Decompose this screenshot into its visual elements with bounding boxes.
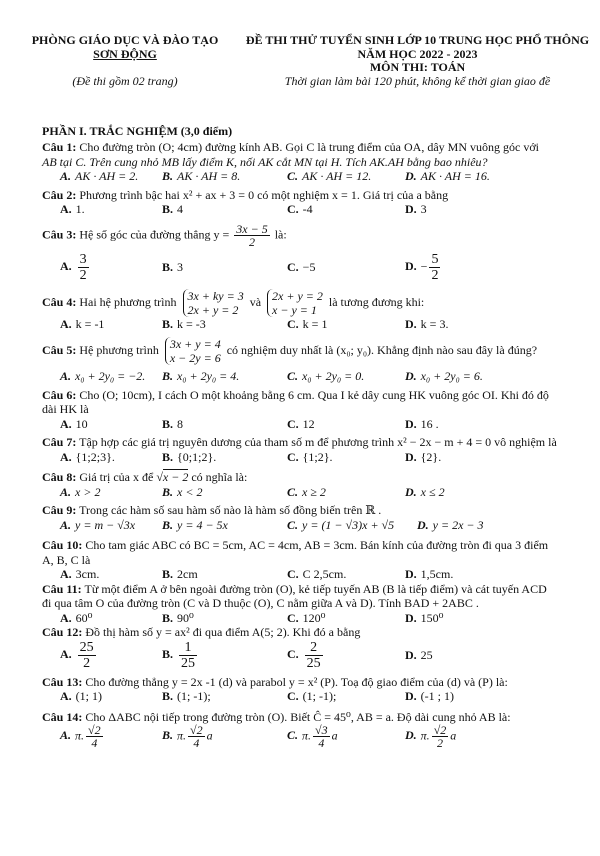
option-key: C.: [287, 449, 299, 464]
option-b: (1; -1);: [177, 689, 211, 703]
option-key: D.: [405, 647, 417, 662]
numerator: 1: [179, 640, 197, 656]
option-b: 90⁰: [177, 610, 194, 625]
options-q10: [42, 567, 587, 582]
options-q12: [42, 640, 587, 671]
question-text-end: có nghiệm duy nhất là (x₀; y₀). Khẳng định nào sau đây là đúng?: [226, 342, 538, 357]
question-label: Câu 13:: [42, 674, 83, 689]
exam-content: [42, 124, 587, 749]
option-c: k = 1: [302, 316, 328, 331]
equation: 3x + y = 4: [169, 337, 221, 351]
question-text-end: là:: [274, 226, 287, 241]
option-key: B.: [162, 484, 174, 499]
system: [165, 337, 221, 365]
question-5: [42, 337, 587, 365]
option-key: A.: [60, 610, 72, 625]
pi-symbol: π.: [75, 728, 85, 743]
question-label: Câu 14:: [42, 709, 83, 724]
department-name: PHÒNG GIÁO DỤC VÀ ĐÀO TẠO: [31, 33, 219, 47]
fraction: [234, 223, 269, 248]
option-key: B.: [162, 202, 174, 216]
option-b: 8: [177, 416, 184, 431]
option-d: AK · AH = 16.: [420, 169, 490, 183]
option-c: AK · AH = 12.: [302, 169, 372, 183]
question-label: Câu 11:: [42, 581, 82, 596]
option-key: B.: [162, 259, 174, 274]
question-8: [42, 470, 587, 485]
option-b: 2cm: [177, 567, 198, 581]
question-7: [42, 435, 587, 450]
equation: 2x + y = 2: [187, 302, 239, 317]
question-4: [42, 289, 587, 317]
options-q9: [42, 518, 587, 533]
question-label: Câu 9:: [42, 503, 77, 517]
option-a: 10: [75, 416, 88, 431]
options-q5: [42, 369, 587, 384]
equation: 3x + ky = 3: [187, 288, 244, 303]
page-count-note: (Đề thi gồm 02 trang): [72, 74, 178, 88]
question-label: Câu 10:: [42, 538, 83, 552]
option-c: C 2,5cm.: [302, 567, 347, 581]
question-9: [42, 503, 587, 518]
option-d: [429, 252, 440, 283]
options-q3: [42, 252, 587, 283]
question-text-cont: dài HK là: [42, 402, 89, 416]
question-label: Câu 12:: [42, 625, 83, 639]
pi-symbol: π.: [420, 728, 430, 743]
options-q8: [42, 485, 587, 500]
option-key: D.: [405, 689, 417, 703]
pi-symbol: π.: [177, 728, 187, 743]
subject: MÔN THI: TOÁN: [369, 60, 466, 74]
option-key: C.: [287, 316, 299, 331]
option-c: −5: [302, 259, 316, 274]
question-10: [42, 538, 587, 553]
option-key: A.: [60, 517, 72, 532]
denominator: 4: [91, 736, 98, 750]
denominator: 2: [83, 655, 91, 671]
option-c: x₀ + 2y₀ = 0.: [302, 369, 365, 383]
pi-symbol: π.: [302, 728, 312, 743]
question-text: Cho ΔABC nội tiếp trong đường tròn (O). Biết Ĉ = 45⁰, AB = a. Độ dài cung nhỏ AB là:: [85, 709, 511, 724]
question-label: Câu 8:: [42, 470, 77, 484]
options-q2: [42, 202, 587, 217]
option-key: B.: [162, 449, 174, 464]
option-key: C.: [287, 728, 299, 743]
option-c: 120⁰: [302, 610, 326, 625]
option-a: x₀ + 2y₀ = −2.: [75, 369, 146, 383]
option-b: [179, 640, 197, 671]
question-label: Câu 6:: [42, 387, 77, 402]
conjunction: và: [249, 294, 262, 309]
option-key: C.: [287, 610, 299, 625]
question-text: Cho tam giác ABC có BC = 5cm, AC = 4cm, AB = 3cm. Bán kính của đường tròn đi qua 3 điểm: [85, 538, 549, 552]
numerator: √3: [315, 723, 328, 737]
option-key: D.: [405, 567, 417, 581]
equation: x − 2y = 6: [169, 351, 221, 365]
equation: x − y = 1: [272, 302, 317, 317]
numerator: 2: [305, 640, 323, 656]
denominator: 4: [193, 736, 200, 750]
option-key: D.: [405, 728, 417, 743]
question-text: Phương trình bậc hai x² + ax + 3 = 0 có một nghiệm x = 1. Giá trị của a bằng: [79, 187, 449, 202]
option-key: A.: [60, 484, 72, 499]
options-q11: [42, 611, 587, 626]
equation: 2x + y = 2: [272, 288, 323, 303]
option-key: C.: [287, 689, 299, 703]
numerator: 5: [431, 251, 439, 267]
option-a: [86, 724, 103, 749]
option-b: k = -3: [177, 316, 206, 331]
variable-a: a: [450, 728, 457, 743]
option-key: B.: [162, 316, 174, 331]
minus-sign: −: [420, 258, 428, 273]
radicand: x − 2: [162, 470, 189, 484]
option-key: D.: [405, 316, 417, 331]
option-key: D.: [405, 416, 417, 431]
option-key: D.: [405, 484, 417, 499]
option-d: (-1 ; 1): [420, 689, 454, 703]
question-text-cont: A, B, C là: [42, 552, 91, 567]
question-3: [42, 223, 587, 248]
numerator: 3: [79, 251, 87, 267]
question-text: Cho (O; 10cm), I cách O một khoảng bằng 6 cm. Qua I kẻ dây cung HK vuông góc OI. Khi đó độ: [79, 387, 549, 402]
radical: √x − 2: [156, 470, 189, 484]
question-12: [42, 625, 587, 640]
option-key: D.: [405, 610, 417, 625]
denominator: 4: [318, 736, 325, 750]
option-d: [432, 724, 449, 749]
option-a: k = -1: [75, 316, 105, 331]
option-b: [188, 724, 205, 749]
option-b: 3: [177, 259, 184, 274]
option-b: AK · AH = 8.: [177, 169, 241, 183]
option-key: A.: [60, 567, 72, 581]
question-14: [42, 710, 587, 725]
exam-title: ĐỀ THI THỬ TUYỂN SINH LỚP 10 TRUNG HỌC PHỔ THÔNG: [245, 33, 590, 47]
header-right: [240, 34, 595, 88]
question-text: Trong các hàm số sau hàm số nào là hàm số đồng biến trên ℝ .: [79, 503, 382, 517]
option-key: A.: [60, 258, 72, 273]
option-d: 16 .: [420, 416, 439, 431]
option-key: C.: [287, 416, 299, 431]
question-label: Câu 1:: [42, 140, 77, 154]
option-key: A.: [60, 369, 72, 383]
question-2: [42, 188, 587, 203]
option-c: y = (1 − √3)x + √5: [302, 517, 395, 532]
denominator: 2: [431, 267, 439, 283]
option-c: [313, 724, 330, 749]
numerator: √2: [433, 723, 447, 737]
option-key: A.: [60, 169, 72, 183]
option-d: {2}.: [420, 449, 442, 464]
question-text: Hai hệ phương trình: [79, 294, 177, 309]
option-d: 1,5cm.: [420, 567, 454, 581]
options-q7: [42, 450, 587, 465]
denominator: 2: [436, 736, 443, 750]
option-key: A.: [60, 449, 72, 464]
question-text-end: có nghĩa là:: [191, 470, 248, 484]
option-d: 25: [420, 647, 433, 662]
option-key: D.: [405, 169, 417, 183]
question-label: Câu 3:: [42, 226, 77, 241]
option-a: (1; 1): [75, 689, 102, 703]
option-key: B.: [162, 567, 174, 581]
option-key: C.: [287, 484, 299, 499]
option-key: A.: [60, 689, 72, 703]
option-key: B.: [162, 517, 174, 532]
option-key: A.: [60, 416, 72, 431]
numerator: 25: [79, 639, 94, 655]
question-1: [42, 140, 587, 155]
options-q4: [42, 317, 587, 332]
options-q6: [42, 417, 587, 432]
denominator: 2: [248, 234, 255, 249]
option-key: D.: [405, 449, 417, 464]
question-text-cont: AB tại C. Trên cung nhỏ MB lấy điểm K, nối AK cắt MN tại H. Tích AK.AH bằng bao nhiêu?: [42, 154, 488, 169]
option-a: x > 2: [75, 484, 101, 499]
option-d: x ≤ 2: [420, 484, 445, 499]
numerator: 3x − 5: [236, 221, 268, 236]
option-key: B.: [162, 646, 174, 661]
option-a: 1.: [75, 202, 85, 216]
question-text: Tập hợp các giá trị nguyên dương của tham số m để phương trình x² − 2x − m + 4 = 0 vô nghiệm là: [79, 435, 557, 449]
option-key: D.: [417, 517, 429, 532]
question-text-cont: đi qua tâm O của đường tròn (C và D thuộc (O), C nằm giữa A và D). Tính BAD + 2ABC .: [42, 596, 479, 610]
question-label: Câu 4:: [42, 294, 77, 309]
header-left: [10, 34, 240, 89]
denominator: 2: [79, 267, 87, 283]
options-q13: [42, 689, 587, 704]
option-c: (1; -1);: [302, 689, 337, 703]
question-text: Cho đường tròn (O; 4cm) đường kính AB. Gọi C là trung điểm của OA, dây MN vuông góc với: [79, 140, 540, 154]
option-a: AK · AH = 2.: [75, 169, 139, 183]
option-a: 60⁰: [75, 610, 93, 625]
option-key: C.: [287, 169, 299, 183]
option-c: -4: [302, 202, 313, 216]
time-note: Thời gian làm bài 120 phút, không kể thời gian giao đề: [284, 73, 551, 88]
option-b: 4: [177, 202, 184, 216]
option-b: {0;1;2}.: [177, 449, 217, 464]
option-key: C.: [287, 259, 299, 274]
question-label: Câu 7:: [42, 435, 77, 449]
option-a: y = m − √3x: [75, 517, 136, 532]
option-key: C.: [287, 517, 299, 532]
school-year: NĂM HỌC 2022 - 2023: [357, 46, 478, 61]
variable-a: a: [331, 728, 338, 743]
question-6: [42, 388, 587, 403]
option-key: B.: [162, 369, 174, 383]
option-key: D.: [405, 258, 417, 273]
option-key: D.: [405, 202, 417, 216]
variable-a: a: [206, 728, 213, 743]
option-b: x < 2: [177, 484, 203, 499]
option-d: 3: [420, 202, 427, 216]
option-c: x ≥ 2: [302, 484, 326, 499]
option-d: x₀ + 2y₀ = 6.: [420, 369, 483, 383]
district-name: SƠN ĐỘNG: [93, 46, 157, 61]
numerator: √2: [88, 723, 101, 737]
question-text: Hệ phương trình: [79, 342, 159, 357]
option-a: [78, 640, 96, 671]
option-key: B.: [162, 416, 174, 431]
option-key: A.: [60, 202, 72, 216]
option-b: x₀ + 2y₀ = 4.: [177, 369, 240, 383]
option-key: B.: [162, 169, 174, 183]
question-text: Hệ số góc của đường thẳng y =: [79, 226, 230, 241]
option-key: C.: [287, 567, 299, 581]
section-title: PHẦN I. TRẮC NGHIỆM (3,0 điểm): [42, 124, 233, 138]
option-key: B.: [162, 689, 174, 703]
option-key: C.: [287, 369, 299, 383]
question-text: Đồ thị hàm số y = ax² đi qua điểm A(5; 2). Khi đó a bằng: [85, 625, 361, 639]
question-text: Cho đường thẳng y = 2x -1 (d) và parabol y = x² (P). Toạ độ giao điểm của (d) và (P) là:: [85, 674, 508, 689]
option-a: [78, 252, 89, 283]
options-q14: [42, 724, 587, 749]
system-2: [267, 289, 323, 317]
question-text: Từ một điểm A ở bên ngoài đường tròn (O), kẻ tiếp tuyến AB (B là tiếp điểm) và cát tuyến ACD: [84, 581, 547, 596]
option-key: B.: [162, 728, 174, 743]
system-1: [183, 289, 244, 317]
denominator: 25: [181, 655, 196, 671]
options-q1: [42, 169, 587, 184]
option-key: C.: [287, 646, 299, 661]
option-b: y = 4 − 5x: [177, 517, 228, 532]
question-text: Giá trị của x để: [79, 470, 154, 484]
question-text-end: là tương đương khi:: [328, 294, 425, 309]
question-11: [42, 582, 587, 597]
option-key: C.: [287, 202, 299, 216]
numerator: √2: [190, 723, 203, 737]
option-d: y = 2x − 3: [432, 517, 484, 532]
question-13: [42, 675, 587, 690]
option-key: A.: [60, 728, 72, 743]
option-a: 3cm.: [75, 567, 100, 581]
question-label: Câu 5:: [42, 342, 77, 357]
option-a: {1;2;3}.: [75, 449, 115, 464]
option-d: 150⁰: [420, 610, 444, 625]
option-c: [305, 640, 323, 671]
option-d: k = 3.: [420, 316, 449, 331]
option-key: D.: [405, 369, 417, 383]
question-label: Câu 2:: [42, 187, 77, 202]
denominator: 25: [306, 655, 321, 671]
option-key: A.: [60, 316, 72, 331]
option-c: 12: [302, 416, 315, 431]
option-key: A.: [60, 646, 72, 661]
option-key: B.: [162, 610, 174, 625]
option-c: {1;2}.: [302, 449, 333, 464]
